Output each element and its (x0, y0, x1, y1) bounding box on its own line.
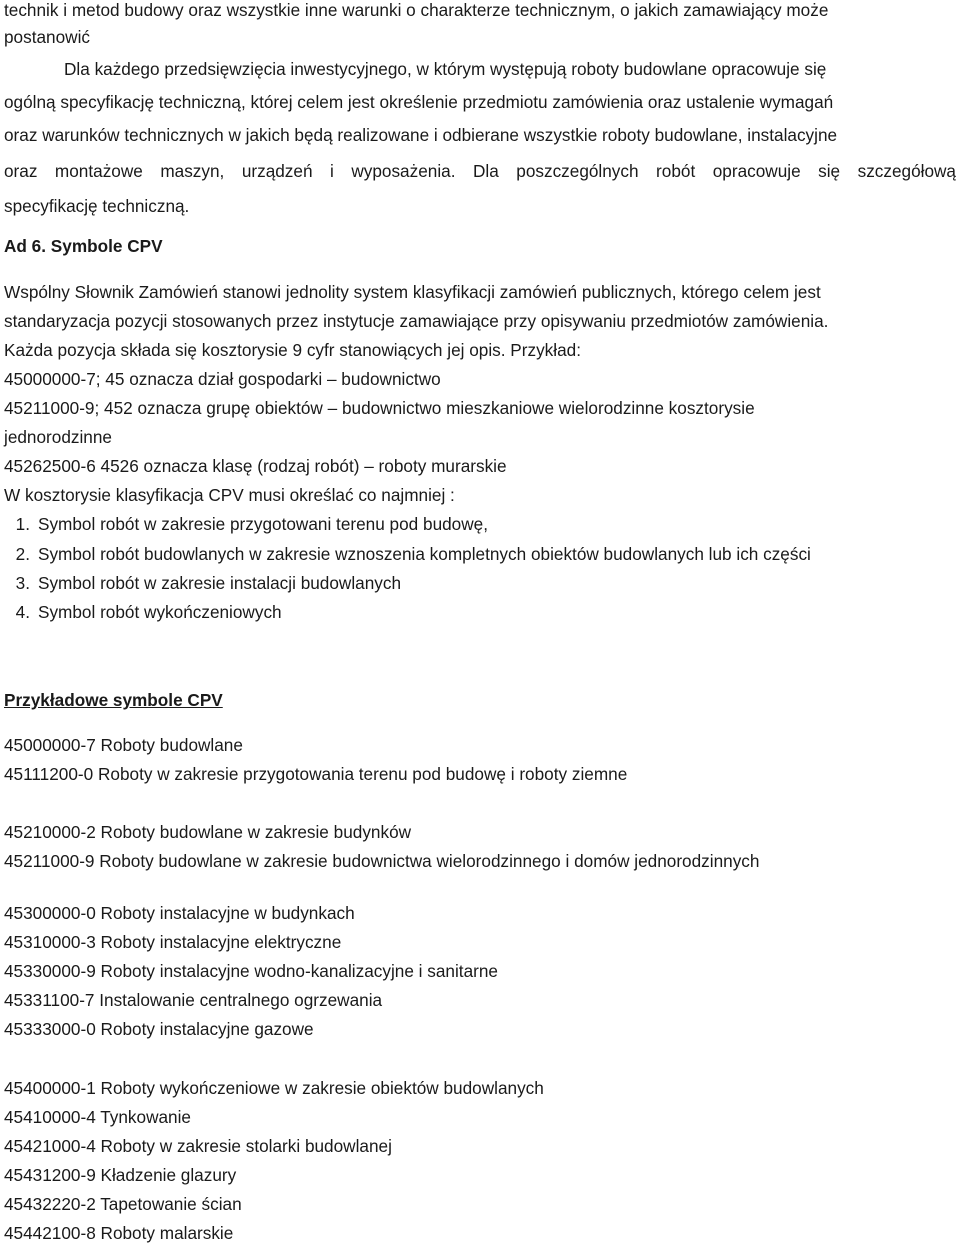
cpv-example: 45333000-0 Roboty instalacyjne gazowe (4, 1019, 314, 1039)
list-item (0, 571, 401, 595)
cpv-example: 45310000-3 Roboty instalacyjne elektryczne (4, 932, 342, 952)
intro-line-1: technik i metod budowy oraz wszystkie inne warunki o charakterze technicznym, o jakich zamawiający może (4, 0, 829, 20)
body-line-8: W kosztorysie klasyfikacja CPV musi określać co najmniej : (4, 485, 455, 505)
cpv-example: 45211000-9 Roboty budowlane w zakresie budownictwa wielorodzinnego i domów jednorodzinnych (4, 851, 760, 871)
cpv-example: 45300000-0 Roboty instalacyjne w budynkach (4, 903, 355, 923)
cpv-example: 45331100-7 Instalowanie centralnego ogrzewania (4, 990, 383, 1010)
intro-line-4: ogólną specyfikację techniczną, której celem jest określenie przedmiotu zamówienia oraz ustalenie wymagań (4, 92, 834, 112)
intro-line-7: specyfikację techniczną. (4, 196, 190, 216)
cpv-example: 45410000-4 Tynkowanie (4, 1107, 191, 1127)
intro-line-5: oraz warunków technicznych w jakich będą realizowane i odbierane wszystkie roboty budowlane, instalacyjne (4, 125, 838, 145)
list-item-text: Symbol robót w zakresie przygotowani terenu pod budowę, (38, 514, 488, 534)
intro-line-2: postanowić (4, 27, 90, 47)
list-item-number: 3. (15, 573, 30, 593)
cpv-example: 45210000-2 Roboty budowlane w zakresie budynków (4, 822, 412, 842)
cpv-example: 45000000-7 Roboty budowlane (4, 735, 243, 755)
body-line-6: jednorodzinne (4, 427, 112, 447)
list-item (0, 600, 282, 624)
body-line-7: 45262500-6 4526 oznacza klasę (rodzaj robót) – roboty murarskie (4, 456, 507, 476)
cpv-example: 45400000-1 Roboty wykończeniowe w zakresie obiektów budowlanych (4, 1078, 544, 1098)
section-heading: Ad 6. Symbole CPV (4, 236, 163, 256)
body-line-2: standaryzacja pozycji stosowanych przez instytucje zamawiające przy opisywaniu przedmiotów zamówienia. (4, 311, 829, 331)
list-item-text: Symbol robót w zakresie instalacji budowlanych (38, 573, 402, 593)
intro-line-3: Dla każdego przedsięwzięcia inwestycyjnego, w którym występują roboty budowlane opracowuje się (64, 59, 827, 79)
list-item (0, 512, 488, 536)
body-line-5: 45211000-9; 452 oznacza grupę obiektów – budownictwo mieszkaniowe wielorodzinne kosztorysie (4, 398, 755, 418)
cpv-example: 45442100-8 Roboty malarskie (4, 1223, 234, 1243)
intro-line-6-text: oraz montażowe maszyn, urządzeń i wyposażenia. Dla poszczególnych robót opracowuje się szczegółową (4, 161, 956, 181)
list-item-number: 1. (15, 514, 30, 534)
cpv-example: 45330000-9 Roboty instalacyjne wodno-kanalizacyjne i sanitarne (4, 961, 498, 981)
cpv-example: 45431200-9 Kładzenie glazury (4, 1165, 237, 1185)
cpv-example: 45421000-4 Roboty w zakresie stolarki budowlanej (4, 1136, 392, 1156)
body-line-4: 45000000-7; 45 oznacza dział gospodarki – budownictwo (4, 369, 441, 389)
cpv-example: 45111200-0 Roboty w zakresie przygotowania terenu pod budowę i roboty ziemne (4, 764, 628, 784)
cpv-example: 45432220-2 Tapetowanie ścian (4, 1194, 242, 1214)
list-item-number: 2. (15, 544, 30, 564)
list-item-text: Symbol robót wykończeniowych (38, 602, 282, 622)
intro-line-6 (4, 159, 956, 183)
list-item (0, 542, 811, 566)
list-item-text: Symbol robót budowlanych w zakresie wznoszenia kompletnych obiektów budowlanych lub ich części (38, 544, 811, 564)
list-item-number: 4. (15, 602, 30, 622)
body-line-1: Wspólny Słownik Zamówień stanowi jednolity system klasyfikacji zamówień publicznych, którego celem jest (4, 282, 821, 302)
body-line-3: Każda pozycja składa się kosztorysie 9 cyfr stanowiących jej opis. Przykład: (4, 340, 581, 360)
examples-heading: Przykładowe symbole CPV (4, 690, 223, 710)
